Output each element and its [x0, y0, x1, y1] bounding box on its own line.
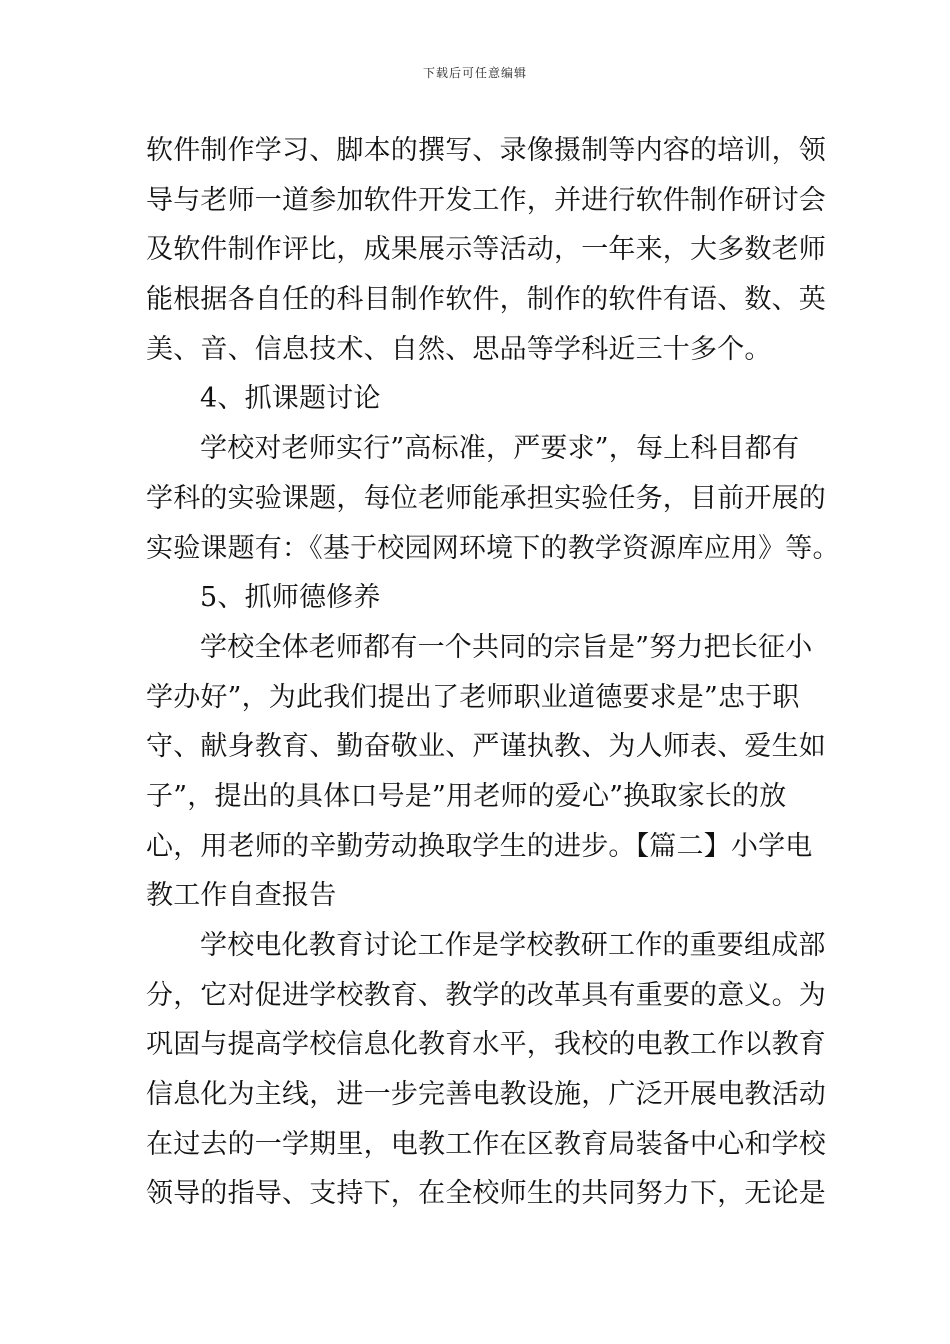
text-line: 分，它对促进学校教育、教学的改革具有重要的意义。为	[146, 979, 826, 1011]
section-heading: 4、抓课题讨论	[200, 383, 381, 415]
text-line: 能根据各自任的科目制作软件，制作的软件有语、数、英	[146, 284, 826, 316]
text-line: 学校对老师实行”高标准，严要求”，每上科目都有	[200, 433, 800, 465]
text-line: 软件制作学习、脚本的撰写、录像摄制等内容的培训，领	[146, 135, 826, 166]
text-line: 守、献身教育、勤奋敬业、严谨执教、为人师表、爱生如	[146, 731, 826, 763]
text-line: 美、音、信息技术、自然、思品等学科近三十多个。	[146, 333, 772, 365]
text-line: 学科的实验课题，每位老师能承担实验任务，目前开展的	[146, 482, 826, 514]
text-line: 心，用老师的辛勤劳动换取学生的进步。【篇二】小学电	[146, 830, 813, 862]
text-line: 巩固与提高学校信息化教育水平，我校的电教工作以教育	[146, 1029, 826, 1061]
text-line: 教工作自查报告	[146, 880, 337, 912]
text-line: 实验课题有：《基于校园网环境下的教学资源库应用》等。	[146, 532, 840, 564]
document-body	[146, 126, 840, 1219]
text-line: 学办好”，为此我们提出了老师职业道德要求是”忠于职	[146, 681, 800, 713]
text-line: 领导的指导、支持下，在全校师生的共同努力下，无论是	[146, 1178, 826, 1210]
text-line: 信息化为主线，进一步完善电教设施，广泛开展电教活动	[146, 1079, 826, 1111]
page-header: 下载后可任意编辑	[422, 66, 527, 80]
text-line: 学校电化教育讨论工作是学校教研工作的重要组成部	[200, 930, 826, 961]
text-line: 子”，提出的具体口号是”用老师的爱心”换取家长的放	[146, 780, 787, 812]
text-line: 及软件制作评比，成果展示等活动，一年来，大多数老师	[146, 234, 826, 266]
text-line: 在过去的一学期里，电教工作在区教育局装备中心和学校	[146, 1128, 826, 1160]
section-heading: 5、抓师德修养	[200, 582, 381, 614]
text-line: 学校全体老师都有一个共同的宗旨是”努力把长征小	[200, 631, 813, 663]
text-line: 导与老师一道参加软件开发工作，并进行软件制作研讨会	[146, 184, 826, 216]
